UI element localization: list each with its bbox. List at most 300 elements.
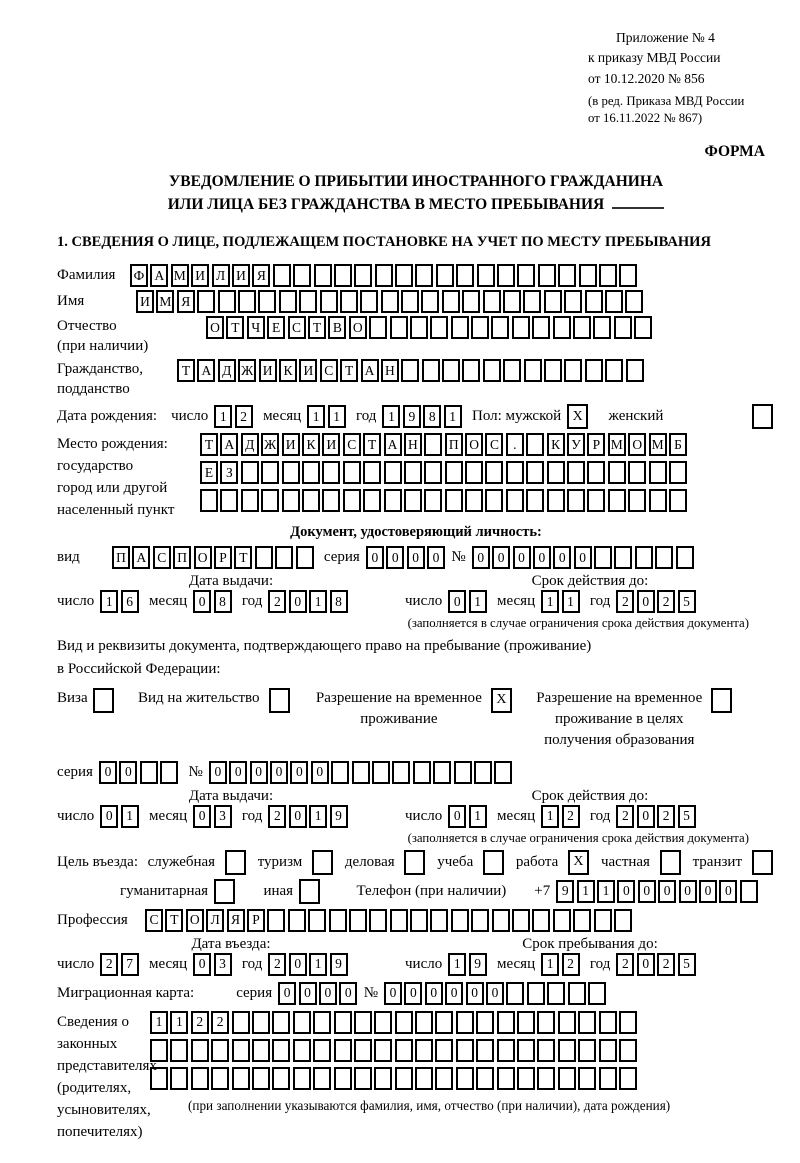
char-box[interactable]: К [302, 433, 320, 456]
char-box[interactable]: 1 [214, 405, 232, 428]
char-box[interactable]: 0 [637, 953, 655, 976]
char-box[interactable]: 2 [191, 1011, 209, 1034]
char-box[interactable] [211, 1039, 229, 1062]
char-box[interactable]: 3 [214, 953, 232, 976]
char-box[interactable] [232, 1067, 250, 1090]
char-box[interactable] [293, 264, 311, 287]
char-box[interactable]: 1 [170, 1011, 188, 1034]
char-box[interactable]: 8 [423, 405, 441, 428]
char-box[interactable]: С [288, 316, 306, 339]
char-box[interactable] [415, 264, 433, 287]
char-box[interactable] [314, 264, 332, 287]
char-box[interactable] [599, 264, 617, 287]
char-box[interactable] [456, 1011, 474, 1034]
char-box[interactable] [313, 1039, 331, 1062]
char-box[interactable]: Л [206, 909, 224, 932]
char-box[interactable] [614, 316, 632, 339]
char-box[interactable]: Т [177, 359, 195, 382]
checkbox-temp-residence[interactable]: X [491, 688, 512, 713]
char-box[interactable]: 1 [382, 405, 400, 428]
char-box[interactable]: К [279, 359, 297, 382]
char-box[interactable] [451, 909, 469, 932]
char-box[interactable] [619, 264, 637, 287]
checkbox-purpose-transit[interactable] [752, 850, 773, 875]
char-box[interactable] [669, 489, 687, 512]
char-box[interactable]: 2 [211, 1011, 229, 1034]
char-box[interactable]: И [322, 433, 340, 456]
char-box[interactable] [476, 1039, 494, 1062]
char-box[interactable]: С [485, 433, 503, 456]
char-box[interactable]: 0 [99, 761, 117, 784]
char-box[interactable]: 0 [193, 805, 211, 828]
char-box[interactable] [635, 546, 653, 569]
char-box[interactable] [354, 1011, 372, 1034]
char-box[interactable] [211, 1067, 229, 1090]
char-box[interactable] [628, 489, 646, 512]
checkbox-purpose-other[interactable] [299, 879, 320, 904]
char-box[interactable]: 2 [562, 953, 580, 976]
char-box[interactable] [585, 359, 603, 382]
char-box[interactable] [491, 316, 509, 339]
char-box[interactable]: О [186, 909, 204, 932]
char-box[interactable] [273, 264, 291, 287]
char-box[interactable]: 0 [486, 982, 504, 1005]
char-box[interactable]: А [197, 359, 215, 382]
char-box[interactable]: . [506, 433, 524, 456]
char-box[interactable] [587, 461, 605, 484]
char-box[interactable] [471, 909, 489, 932]
char-box[interactable] [492, 909, 510, 932]
char-box[interactable] [564, 359, 582, 382]
char-box[interactable]: 1 [597, 880, 615, 903]
char-box[interactable] [430, 909, 448, 932]
char-box[interactable] [462, 290, 480, 313]
checkbox-sex-male[interactable]: X [567, 404, 588, 429]
char-box[interactable]: 0 [209, 761, 227, 784]
char-box[interactable] [150, 1039, 168, 1062]
char-box[interactable]: 2 [268, 805, 286, 828]
char-box[interactable] [401, 359, 419, 382]
char-box[interactable] [517, 1039, 535, 1062]
char-box[interactable] [360, 290, 378, 313]
char-box[interactable]: 1 [150, 1011, 168, 1034]
char-box[interactable]: О [206, 316, 224, 339]
char-box[interactable]: Р [247, 909, 265, 932]
char-box[interactable] [605, 290, 623, 313]
char-box[interactable] [384, 489, 402, 512]
char-box[interactable]: А [384, 433, 402, 456]
char-box[interactable] [558, 1067, 576, 1090]
char-box[interactable] [587, 489, 605, 512]
char-box[interactable]: М [171, 264, 189, 287]
char-box[interactable] [608, 461, 626, 484]
char-box[interactable] [372, 761, 390, 784]
char-box[interactable]: 0 [366, 546, 384, 569]
char-box[interactable] [483, 290, 501, 313]
char-box[interactable]: О [194, 546, 212, 569]
char-box[interactable]: 5 [678, 953, 696, 976]
char-box[interactable]: Р [214, 546, 232, 569]
char-box[interactable] [538, 264, 556, 287]
char-box[interactable] [191, 1039, 209, 1062]
char-box[interactable] [252, 1039, 270, 1062]
char-box[interactable] [456, 1067, 474, 1090]
char-box[interactable] [261, 489, 279, 512]
char-box[interactable] [512, 909, 530, 932]
char-box[interactable] [485, 461, 503, 484]
char-box[interactable] [272, 1039, 290, 1062]
char-box[interactable] [497, 1067, 515, 1090]
char-box[interactable] [619, 1011, 637, 1034]
char-box[interactable] [649, 461, 667, 484]
char-box[interactable] [374, 1039, 392, 1062]
char-box[interactable]: 0 [407, 546, 425, 569]
char-box[interactable]: 1 [100, 590, 118, 613]
char-box[interactable] [573, 909, 591, 932]
char-box[interactable] [322, 489, 340, 512]
char-box[interactable]: 0 [404, 982, 422, 1005]
char-box[interactable]: 2 [616, 805, 634, 828]
char-box[interactable]: 1 [541, 953, 559, 976]
char-box[interactable] [395, 264, 413, 287]
char-box[interactable] [302, 461, 320, 484]
char-box[interactable] [503, 290, 521, 313]
char-box[interactable] [232, 1039, 250, 1062]
char-box[interactable]: Т [340, 359, 358, 382]
char-box[interactable]: 0 [289, 953, 307, 976]
char-box[interactable] [497, 264, 515, 287]
char-box[interactable]: 0 [638, 880, 656, 903]
checkbox-residence-permit[interactable] [269, 688, 290, 713]
char-box[interactable] [558, 1039, 576, 1062]
char-box[interactable] [465, 489, 483, 512]
char-box[interactable] [578, 1067, 596, 1090]
char-box[interactable]: И [299, 359, 317, 382]
char-box[interactable]: 1 [309, 590, 327, 613]
char-box[interactable]: 0 [250, 761, 268, 784]
char-box[interactable]: 2 [268, 953, 286, 976]
char-box[interactable]: 0 [427, 546, 445, 569]
checkbox-temp-residence-education[interactable] [711, 688, 732, 713]
char-box[interactable]: Л [212, 264, 230, 287]
char-box[interactable] [282, 461, 300, 484]
char-box[interactable]: Я [177, 290, 195, 313]
char-box[interactable] [628, 461, 646, 484]
char-box[interactable] [191, 1067, 209, 1090]
checkbox-purpose-study[interactable] [483, 850, 504, 875]
char-box[interactable] [415, 1067, 433, 1090]
char-box[interactable] [241, 489, 259, 512]
char-box[interactable]: 0 [100, 805, 118, 828]
char-box[interactable] [150, 1067, 168, 1090]
char-box[interactable] [252, 1011, 270, 1034]
char-box[interactable] [170, 1067, 188, 1090]
char-box[interactable]: 0 [386, 546, 404, 569]
char-box[interactable] [404, 489, 422, 512]
char-box[interactable]: 0 [425, 982, 443, 1005]
char-box[interactable]: С [320, 359, 338, 382]
char-box[interactable] [279, 290, 297, 313]
char-box[interactable]: 0 [637, 805, 655, 828]
char-box[interactable] [585, 290, 603, 313]
char-box[interactable]: 8 [214, 590, 232, 613]
char-box[interactable] [497, 1039, 515, 1062]
char-box[interactable]: С [343, 433, 361, 456]
char-box[interactable] [435, 1011, 453, 1034]
char-box[interactable] [238, 290, 256, 313]
char-box[interactable] [474, 761, 492, 784]
char-box[interactable] [435, 1039, 453, 1062]
char-box[interactable] [293, 1067, 311, 1090]
char-box[interactable]: 0 [270, 761, 288, 784]
char-box[interactable]: Р [587, 433, 605, 456]
char-box[interactable] [465, 461, 483, 484]
char-box[interactable]: 1 [328, 405, 346, 428]
char-box[interactable]: К [547, 433, 565, 456]
char-box[interactable] [442, 359, 460, 382]
char-box[interactable] [390, 909, 408, 932]
char-box[interactable]: 0 [637, 590, 655, 613]
char-box[interactable] [299, 290, 317, 313]
char-box[interactable] [410, 316, 428, 339]
char-box[interactable]: 2 [616, 590, 634, 613]
char-box[interactable]: 1 [541, 590, 559, 613]
char-box[interactable] [503, 359, 521, 382]
char-box[interactable]: Е [200, 461, 218, 484]
char-box[interactable] [471, 316, 489, 339]
char-box[interactable]: И [232, 264, 250, 287]
char-box[interactable] [313, 1011, 331, 1034]
char-box[interactable] [614, 546, 632, 569]
char-box[interactable] [424, 433, 442, 456]
char-box[interactable]: 2 [268, 590, 286, 613]
char-box[interactable]: 0 [617, 880, 635, 903]
char-box[interactable]: Ч [247, 316, 265, 339]
char-box[interactable] [288, 909, 306, 932]
char-box[interactable] [517, 264, 535, 287]
char-box[interactable] [415, 1039, 433, 1062]
char-box[interactable]: 6 [121, 590, 139, 613]
char-box[interactable]: Б [669, 433, 687, 456]
char-box[interactable] [140, 761, 158, 784]
char-box[interactable] [218, 290, 236, 313]
char-box[interactable]: 0 [448, 590, 466, 613]
char-box[interactable] [401, 290, 419, 313]
checkbox-purpose-private[interactable] [660, 850, 681, 875]
char-box[interactable] [625, 290, 643, 313]
char-box[interactable]: З [220, 461, 238, 484]
char-box[interactable]: У [567, 433, 585, 456]
char-box[interactable] [390, 316, 408, 339]
char-box[interactable] [410, 909, 428, 932]
char-box[interactable]: М [649, 433, 667, 456]
char-box[interactable] [599, 1067, 617, 1090]
char-box[interactable]: 1 [469, 805, 487, 828]
char-box[interactable] [296, 546, 314, 569]
char-box[interactable] [588, 982, 606, 1005]
char-box[interactable] [579, 264, 597, 287]
char-box[interactable]: Т [226, 316, 244, 339]
char-box[interactable]: Ж [261, 433, 279, 456]
char-box[interactable] [676, 546, 694, 569]
char-box[interactable]: Т [200, 433, 218, 456]
char-box[interactable] [532, 909, 550, 932]
char-box[interactable] [445, 489, 463, 512]
char-box[interactable] [483, 359, 501, 382]
char-box[interactable]: 1 [577, 880, 595, 903]
char-box[interactable]: Я [227, 909, 245, 932]
char-box[interactable]: 9 [556, 880, 574, 903]
char-box[interactable]: 0 [290, 761, 308, 784]
char-box[interactable] [313, 1067, 331, 1090]
char-box[interactable] [395, 1039, 413, 1062]
char-box[interactable] [275, 546, 293, 569]
char-box[interactable] [340, 290, 358, 313]
char-box[interactable] [544, 359, 562, 382]
char-box[interactable] [322, 461, 340, 484]
char-box[interactable] [451, 316, 469, 339]
char-box[interactable] [374, 1067, 392, 1090]
char-box[interactable] [369, 909, 387, 932]
checkbox-purpose-work[interactable]: X [568, 850, 589, 875]
char-box[interactable] [395, 1011, 413, 1034]
char-box[interactable]: 0 [339, 982, 357, 1005]
char-box[interactable] [433, 761, 451, 784]
char-box[interactable]: 0 [319, 982, 337, 1005]
char-box[interactable]: 0 [719, 880, 737, 903]
char-box[interactable]: 0 [193, 590, 211, 613]
char-box[interactable] [329, 909, 347, 932]
char-box[interactable] [454, 761, 472, 784]
char-box[interactable] [558, 1011, 576, 1034]
char-box[interactable] [392, 761, 410, 784]
char-box[interactable] [669, 461, 687, 484]
char-box[interactable]: Т [234, 546, 252, 569]
char-box[interactable] [413, 761, 431, 784]
char-box[interactable]: 0 [193, 953, 211, 976]
char-box[interactable]: 0 [384, 982, 402, 1005]
char-box[interactable]: 0 [699, 880, 717, 903]
char-box[interactable]: 1 [448, 953, 466, 976]
char-box[interactable]: 2 [657, 590, 675, 613]
char-box[interactable]: О [349, 316, 367, 339]
char-box[interactable] [349, 909, 367, 932]
char-box[interactable] [302, 489, 320, 512]
char-box[interactable] [334, 1011, 352, 1034]
char-box[interactable] [599, 1039, 617, 1062]
char-box[interactable] [404, 461, 422, 484]
char-box[interactable]: 1 [307, 405, 325, 428]
char-box[interactable]: 2 [100, 953, 118, 976]
char-box[interactable]: П [445, 433, 463, 456]
char-box[interactable] [424, 489, 442, 512]
char-box[interactable] [547, 489, 565, 512]
char-box[interactable] [197, 290, 215, 313]
char-box[interactable] [517, 1067, 535, 1090]
char-box[interactable]: Д [218, 359, 236, 382]
char-box[interactable] [558, 264, 576, 287]
char-box[interactable] [526, 461, 544, 484]
char-box[interactable]: Т [363, 433, 381, 456]
char-box[interactable]: И [282, 433, 300, 456]
char-box[interactable] [537, 1067, 555, 1090]
char-box[interactable]: 0 [445, 982, 463, 1005]
char-box[interactable]: Н [404, 433, 422, 456]
char-box[interactable] [363, 461, 381, 484]
char-box[interactable]: 9 [330, 953, 348, 976]
char-box[interactable]: 0 [533, 546, 551, 569]
char-box[interactable]: 8 [330, 590, 348, 613]
char-box[interactable]: И [136, 290, 154, 313]
char-box[interactable]: 1 [541, 805, 559, 828]
checkbox-purpose-business[interactable] [404, 850, 425, 875]
char-box[interactable]: Д [241, 433, 259, 456]
char-box[interactable]: А [361, 359, 379, 382]
char-box[interactable]: 1 [121, 805, 139, 828]
char-box[interactable] [381, 290, 399, 313]
checkbox-purpose-tourism[interactable] [312, 850, 333, 875]
char-box[interactable]: 1 [309, 805, 327, 828]
char-box[interactable] [354, 264, 372, 287]
char-box[interactable]: Е [267, 316, 285, 339]
char-box[interactable] [506, 461, 524, 484]
char-box[interactable] [553, 909, 571, 932]
char-box[interactable] [476, 1011, 494, 1034]
char-box[interactable]: 0 [289, 590, 307, 613]
char-box[interactable]: 3 [214, 805, 232, 828]
char-box[interactable]: Т [165, 909, 183, 932]
char-box[interactable] [160, 761, 178, 784]
char-box[interactable]: П [173, 546, 191, 569]
char-box[interactable] [547, 982, 565, 1005]
char-box[interactable] [567, 461, 585, 484]
char-box[interactable] [293, 1011, 311, 1034]
char-box[interactable]: 2 [235, 405, 253, 428]
char-box[interactable]: 7 [121, 953, 139, 976]
char-box[interactable]: О [465, 433, 483, 456]
char-box[interactable]: В [328, 316, 346, 339]
char-box[interactable] [272, 1011, 290, 1034]
char-box[interactable] [282, 489, 300, 512]
char-box[interactable] [343, 461, 361, 484]
char-box[interactable] [354, 1067, 372, 1090]
checkbox-sex-female[interactable] [752, 404, 773, 429]
char-box[interactable] [494, 761, 512, 784]
char-box[interactable] [363, 489, 381, 512]
char-box[interactable] [334, 1039, 352, 1062]
char-box[interactable]: 2 [562, 805, 580, 828]
char-box[interactable] [375, 264, 393, 287]
char-box[interactable] [331, 761, 349, 784]
char-box[interactable]: 0 [553, 546, 571, 569]
char-box[interactable]: М [608, 433, 626, 456]
char-box[interactable]: И [191, 264, 209, 287]
char-box[interactable] [267, 909, 285, 932]
char-box[interactable]: 2 [616, 953, 634, 976]
char-box[interactable] [255, 546, 273, 569]
char-box[interactable]: 5 [678, 590, 696, 613]
char-box[interactable]: 1 [309, 953, 327, 976]
char-box[interactable]: Ф [130, 264, 148, 287]
char-box[interactable] [220, 489, 238, 512]
char-box[interactable] [477, 264, 495, 287]
char-box[interactable] [369, 316, 387, 339]
char-box[interactable] [334, 264, 352, 287]
char-box[interactable] [593, 316, 611, 339]
char-box[interactable]: 0 [466, 982, 484, 1005]
char-box[interactable] [537, 1011, 555, 1034]
char-box[interactable] [422, 359, 440, 382]
